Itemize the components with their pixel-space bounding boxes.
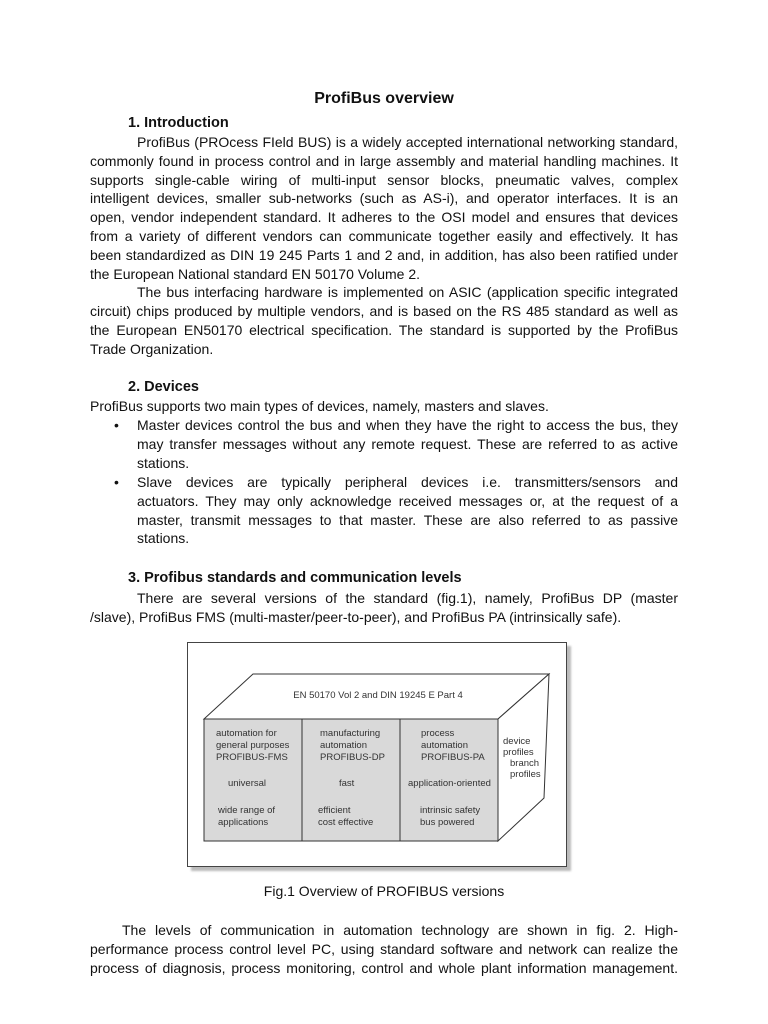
svg-text:efficient: efficient bbox=[318, 805, 351, 816]
section-heading-devices: 2. Devices bbox=[128, 379, 199, 395]
text-line: ProfiBus (PROcess FIeld BUS) is a widely accepted international networking standard, bbox=[137, 134, 678, 150]
text-line: actuators. They may only acknowledge received messages or, at the request of a bbox=[137, 492, 678, 509]
svg-text:PROFIBUS-FMS: PROFIBUS-FMS bbox=[216, 752, 288, 763]
intro-paragraph-1 bbox=[90, 133, 678, 359]
devices-intro bbox=[90, 397, 678, 416]
standards-paragraph bbox=[90, 589, 678, 627]
svg-text:cost effective: cost effective bbox=[318, 817, 374, 828]
svg-text:PROFIBUS-DP: PROFIBUS-DP bbox=[320, 752, 385, 763]
bullet-icon: • bbox=[114, 417, 119, 433]
text-line: circuit) chips produced by multiple vendors, and is based on the RS 485 standard as well as bbox=[90, 303, 678, 320]
svg-text:application-oriented: application-oriented bbox=[408, 778, 491, 789]
section-heading-standards: 3. Profibus standards and communication levels bbox=[128, 570, 462, 586]
text-line: open, vendor independent standard. It adheres to the OSI model and ensures that devices bbox=[90, 209, 678, 226]
profibus-cube-diagram bbox=[188, 643, 566, 866]
svg-text:manufacturing: manufacturing bbox=[320, 728, 381, 739]
text-line: from a variety of different vendors can communicate together easily and effectively. It has bbox=[90, 227, 678, 244]
text-line: stations. bbox=[137, 454, 190, 471]
text-line: may transfer messages without any remote request. These are referred to as active bbox=[137, 435, 678, 452]
closing-paragraph bbox=[90, 921, 678, 977]
svg-text:profiles: profiles bbox=[510, 769, 541, 780]
svg-text:automation: automation bbox=[421, 740, 469, 751]
figure-caption: Fig.1 Overview of PROFIBUS versions bbox=[263, 883, 505, 899]
text-line: Slave devices are typically peripheral devices i.e. transmitters/sensors and bbox=[137, 474, 678, 490]
figure-profibus-versions bbox=[187, 642, 567, 867]
text-line: the European National standard EN 50170 Volume 2. bbox=[90, 265, 421, 282]
section-heading-introduction: 1. Introduction bbox=[128, 115, 229, 131]
svg-text:branch: branch bbox=[510, 758, 540, 769]
text-line: commonly found in process control and in large assembly and material handling machines. It bbox=[90, 152, 678, 169]
text-line: There are several versions of the standard (fig.1), namely, ProfiBus DP (master bbox=[137, 590, 678, 606]
svg-text:automation for: automation for bbox=[216, 728, 277, 739]
svg-text:general purposes: general purposes bbox=[216, 740, 290, 751]
text-line: Trade Organization. bbox=[90, 340, 214, 357]
svg-text:PROFIBUS-PA: PROFIBUS-PA bbox=[421, 752, 485, 763]
text-line: master, transmit messages to that master. These are also referred to as passive bbox=[137, 511, 678, 528]
text-line: been standardized as DIN 19 245 Parts 1 and 2 and, in addition, has also been ratified under bbox=[90, 246, 678, 263]
svg-text:wide range of: wide range of bbox=[218, 805, 276, 816]
text-line: process of diagnosis, process monitoring, control and whole plant information management. bbox=[90, 959, 678, 976]
text-line: ProfiBus supports two main types of devices, namely, masters and slaves. bbox=[90, 398, 549, 414]
text-line: performance process control level PC, using standard software and network can realize the bbox=[90, 940, 678, 957]
page-title: ProfiBus overview bbox=[314, 90, 454, 107]
svg-text:intrinsic safety: intrinsic safety bbox=[420, 805, 481, 816]
svg-text:universal: universal bbox=[228, 778, 267, 789]
text-line: the European EN50170 electrical specification. The standard is supported by the ProfiBus bbox=[90, 321, 678, 338]
text-line: The levels of communication in automation technology are shown in fig. 2. High- bbox=[122, 922, 678, 938]
svg-text:fast: fast bbox=[339, 778, 355, 789]
text-line: The bus interfacing hardware is implemented on ASIC (application specific integrated bbox=[137, 284, 678, 301]
svg-text:applications: applications bbox=[218, 817, 269, 828]
bullet-item-slaves bbox=[137, 473, 678, 548]
svg-text:process: process bbox=[421, 728, 455, 739]
svg-text:bus powered: bus powered bbox=[420, 817, 475, 828]
text-line: /slave), ProfiBus FMS (multi-master/peer-to-peer), and ProfiBus PA (intrinsically safe). bbox=[90, 608, 622, 625]
text-line: intelligent devices, smaller sub-networks (such as AS-i), and operator interfaces. It is an bbox=[90, 190, 678, 207]
text-line: supports single-cable wiring of multi-input sensor blocks, pneumatic valves, complex bbox=[90, 171, 678, 188]
svg-text:profiles: profiles bbox=[503, 747, 534, 758]
svg-text:automation: automation bbox=[320, 740, 368, 751]
bullet-item-masters bbox=[137, 416, 678, 472]
figure-top-label: EN 50170 Vol 2 and DIN 19245 E Part 4 bbox=[293, 690, 463, 701]
text-line: Master devices control the bus and when they have the right to access the bus, they bbox=[137, 417, 678, 433]
bullet-icon: • bbox=[114, 474, 119, 490]
text-line: stations. bbox=[137, 530, 190, 547]
svg-text:device: device bbox=[503, 736, 531, 747]
